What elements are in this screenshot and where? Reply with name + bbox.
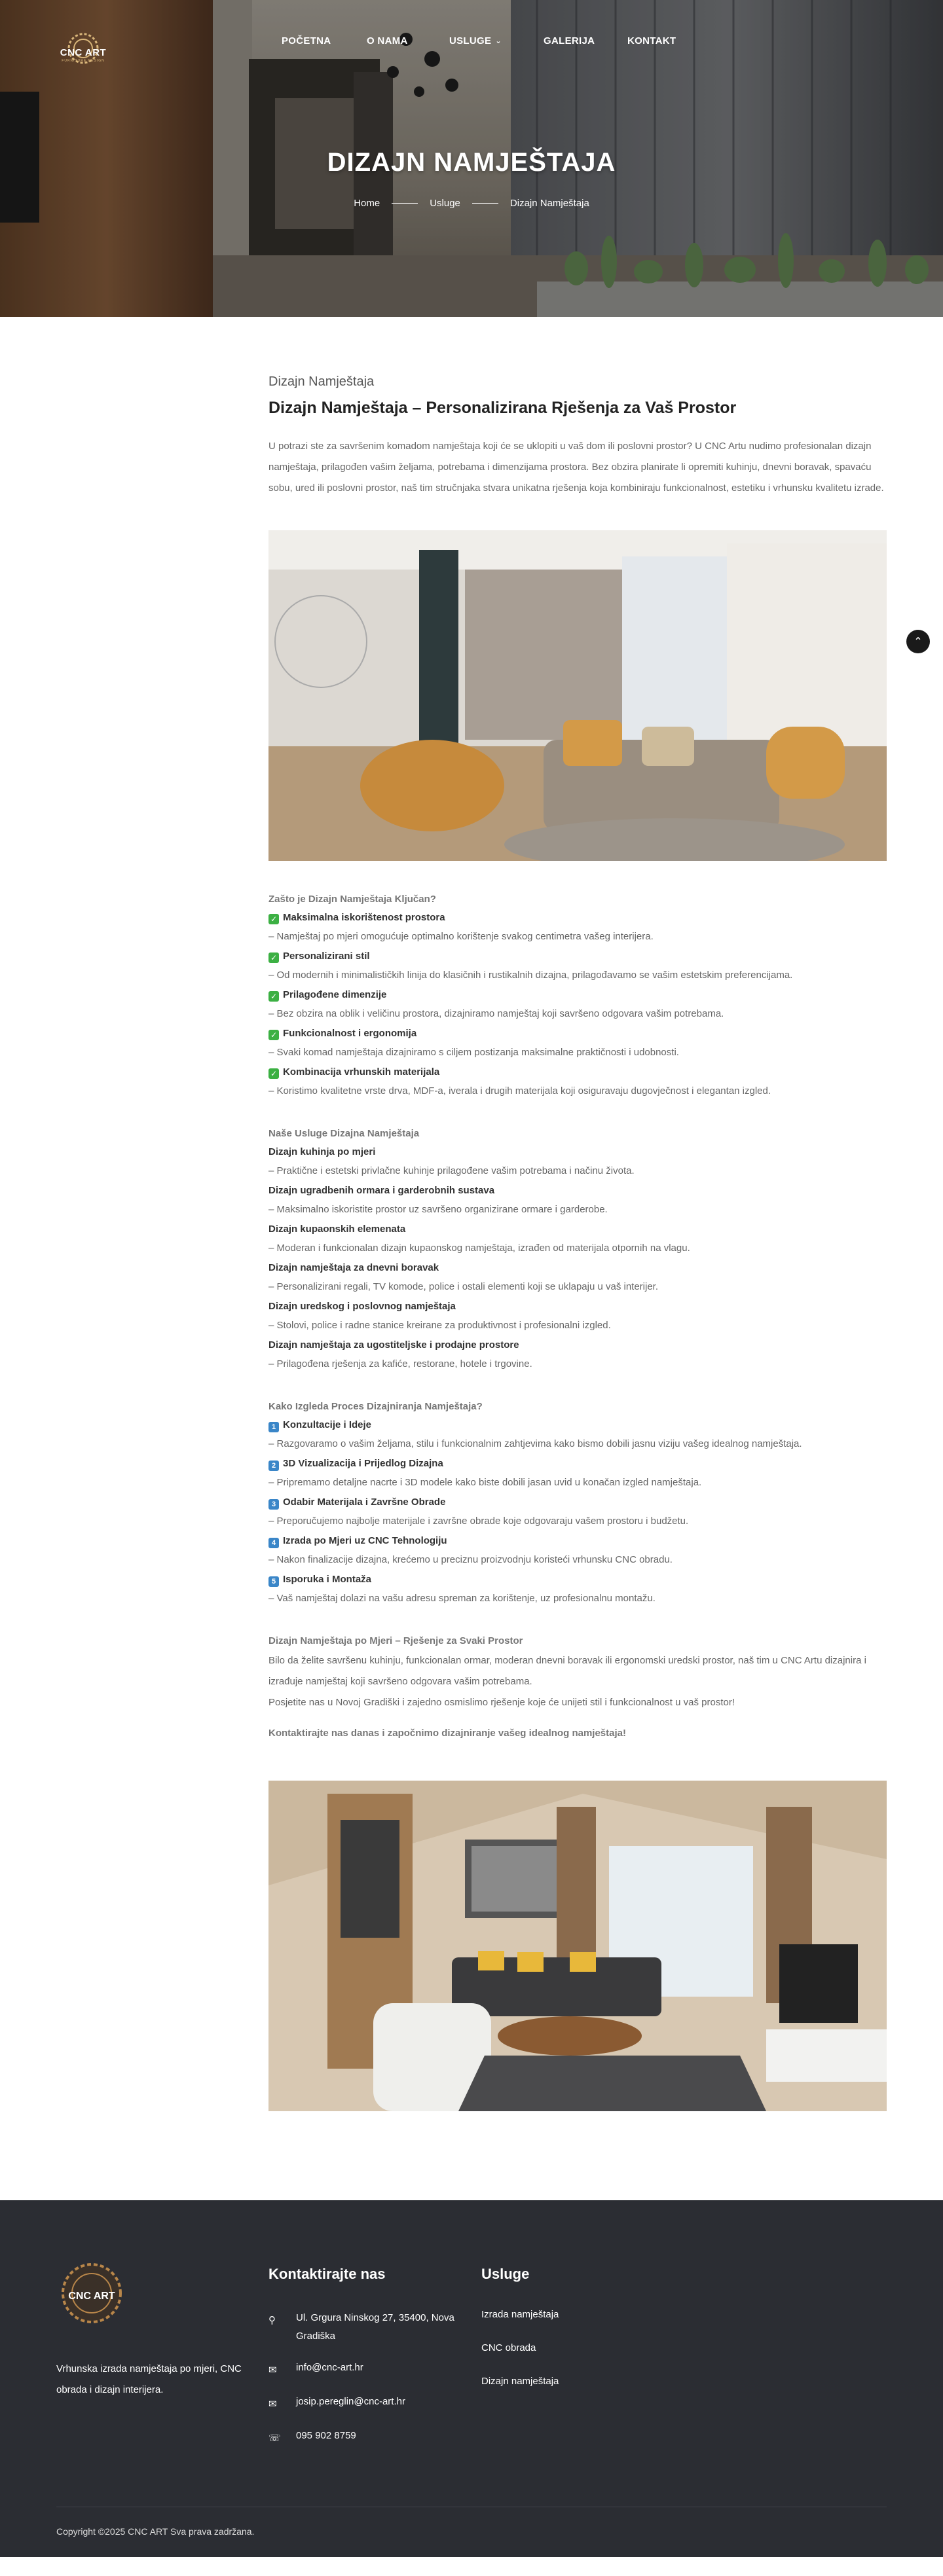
- closing-section: [268, 1635, 887, 1739]
- email-link[interactable]: info@cnc-art.hr: [296, 2362, 363, 2373]
- section-title: Naše Usluge Dizajna Namještaja: [268, 1128, 420, 1139]
- logo-text: CNC ART: [60, 47, 107, 58]
- footer-contact-column: [268, 2266, 465, 2461]
- item-description: – Preporučujemo najbolje materijale i završne obrade koje odgovaraju vašem prostoru i budžetu.: [268, 1515, 689, 1527]
- main-content: [268, 317, 887, 2111]
- process-section: [268, 1401, 887, 1609]
- number-badge-icon: 2: [268, 1460, 279, 1471]
- item-title: Dizajn namještaja za ugostiteljske i prodajne prostore: [268, 1339, 519, 1351]
- item-description: – Razgovaramo o vašim željama, stilu i funkcionalnim zahtjevima kako bismo dobili jasnu viziju vašeg idealnog namještaja.: [268, 1438, 802, 1449]
- chevron-up-icon: ⌃: [914, 636, 923, 647]
- list-item: [268, 986, 887, 1025]
- section-title: Zašto je Dizajn Namještaja Ključan?: [268, 894, 436, 905]
- item-title: Dizajn namještaja za dnevni boravak: [268, 1262, 439, 1273]
- footer-email[interactable]: [268, 2359, 465, 2380]
- call-to-action: Kontaktirajte nas danas i započnimo dizajniranje vašeg idealnog namještaja!: [268, 1728, 626, 1739]
- nav-label: GALERIJA: [544, 35, 595, 46]
- item-title: Personalizirani stil: [283, 951, 370, 962]
- phone-link[interactable]: 095 902 8759: [296, 2430, 356, 2441]
- item-description: – Prilagođena rješenja za kafiće, restorane, hotele i trgovine.: [268, 1358, 532, 1370]
- chevron-down-icon: ⌄: [495, 37, 502, 45]
- envelope-icon: ✉: [268, 2399, 277, 2410]
- list-item: [268, 1025, 887, 1063]
- checkmark-icon: ✓: [268, 952, 279, 963]
- footer-heading: Usluge: [481, 2266, 530, 2282]
- footer-tagline: Vrhunska izrada namještaja po mjeri, CNC obrada i dizajn interijera.: [56, 2363, 242, 2395]
- footer-link-dizajn-namjestaja[interactable]: Dizajn namještaja: [481, 2376, 559, 2387]
- list-item: [268, 1259, 887, 1297]
- nav-label: POČETNA: [282, 35, 331, 46]
- item-description: – Moderan i funkcionalan dizajn kupaonskog namještaja, izrađen od materijala otpornih na vlagu.: [268, 1243, 690, 1254]
- item-description: – Od modernih i minimalističkih linija do klasičnih i rustikalnih dizajna, prilagođavamo se vašim estetskim preferencijama.: [268, 970, 793, 981]
- number-badge-icon: 5: [268, 1576, 279, 1587]
- item-description: – Namještaj po mjeri omogućuje optimalno korištenje svakog centimetra vašeg interijera.: [268, 931, 654, 942]
- checkmark-icon: ✓: [268, 914, 279, 924]
- attic-living-room-photo: [268, 1781, 887, 2111]
- item-description: – Maksimalno iskoristite prostor uz savršeno organizirane ormare i garderobe.: [268, 1204, 608, 1215]
- list-item: [268, 1455, 887, 1493]
- section-title: Dizajn Namještaja po Mjeri – Rješenje za Svaki Prostor: [268, 1635, 523, 1646]
- address-text: Ul. Grgura Ninskog 27, 35400, Nova Gradiška: [296, 2312, 454, 2342]
- footer-address: [268, 2309, 465, 2346]
- list-item: [268, 1570, 887, 1609]
- number-badge-icon: 1: [268, 1422, 279, 1432]
- number-badge-icon: 3: [268, 1499, 279, 1510]
- item-title: Funkcionalnost i ergonomija: [283, 1028, 417, 1039]
- checkmark-icon: ✓: [268, 1068, 279, 1079]
- list-item: [268, 1063, 887, 1102]
- breadcrumb-current: Dizajn Namještaja: [509, 198, 589, 209]
- breadcrumb: [0, 198, 943, 209]
- list-item: [268, 1336, 887, 1375]
- breadcrumb-home[interactable]: Home: [354, 198, 380, 209]
- nav-item-pocetna[interactable]: [282, 35, 331, 46]
- item-description: – Stolovi, police i radne stanice kreirane za produktivnost i profesionalni izgled.: [268, 1320, 611, 1331]
- item-description: – Personalizirani regali, TV komode, police i ostali elementi koji se uklapaju u vaš interijer.: [268, 1281, 659, 1292]
- back-to-top-button[interactable]: [906, 630, 930, 653]
- item-title: Kombinacija vrhunskih materijala: [283, 1066, 440, 1078]
- nav-item-galerija[interactable]: [544, 35, 595, 46]
- closing-paragraph: Posjetite nas u Novoj Gradiški i zajedno osmislimo rješenje koje će unijeti stil i funkcionalnost u vaš prostor!: [268, 1697, 735, 1708]
- why-section: [268, 894, 887, 1102]
- list-item: [268, 1143, 887, 1182]
- list-item: [268, 1297, 887, 1336]
- list-item: [268, 1416, 887, 1455]
- list-item: [268, 1532, 887, 1570]
- list-item: [268, 1182, 887, 1220]
- item-description: – Vaš namještaj dolazi na vašu adresu spreman za korištenje, uz profesionalnu montažu.: [268, 1593, 656, 1604]
- section-kicker: Dizajn Namještaja: [268, 374, 375, 389]
- checkmark-icon: ✓: [268, 1030, 279, 1040]
- item-title: 3D Vizualizacija i Prijedlog Dizajna: [283, 1458, 443, 1469]
- site-footer: [0, 2200, 943, 2557]
- nav-label: KONTAKT: [627, 35, 676, 46]
- list-item: [268, 947, 887, 986]
- item-description: – Pripremamo detaljne nacrte i 3D modele kako biste dobili jasan uvid u konačan izgled namještaja.: [268, 1477, 702, 1488]
- footer-logo-text: CNC ART: [68, 2291, 115, 2302]
- copyright: Copyright ©2025 CNC ART Sva prava zadržana.: [56, 2526, 255, 2537]
- item-description: – Praktične i estetski privlačne kuhinje prilagođene vašim potrebama i načinu života.: [268, 1165, 635, 1176]
- item-description: – Svaki komad namještaja dizajniramo s ciljem postizanja maksimalne praktičnosti i udobnosti.: [268, 1047, 679, 1058]
- item-title: Prilagođene dimenzije: [283, 989, 387, 1000]
- living-room-photo: [268, 530, 887, 861]
- footer-phone[interactable]: [268, 2427, 465, 2448]
- list-item: [268, 909, 887, 947]
- checkmark-icon: ✓: [268, 991, 279, 1002]
- breadcrumb-separator: [392, 203, 418, 204]
- site-logo[interactable]: [47, 29, 119, 69]
- item-title: Dizajn ugradbenih ormara i garderobnih sustava: [268, 1185, 495, 1196]
- closing-paragraph: Bilo da želite savršenu kuhinju, funkcionalan ormar, moderan dnevni boravak ili ergonomski uredski prostor, naš tim u CNC Artu dizajnira i izrađuje namještaj koji savršeno odgovara vašim potrebama.: [268, 1655, 866, 1687]
- envelope-icon: ✉: [268, 2365, 277, 2376]
- location-pin-icon: ⚲: [268, 2315, 276, 2326]
- hero-section: [0, 0, 943, 317]
- email-link[interactable]: josip.pereglin@cnc-art.hr: [296, 2396, 405, 2407]
- nav-item-usluge[interactable]: [449, 35, 502, 46]
- phone-icon: ☏: [268, 2433, 281, 2444]
- item-title: Maksimalna iskorištenost prostora: [283, 912, 445, 923]
- breadcrumb-usluge[interactable]: Usluge: [430, 198, 460, 209]
- services-section: [268, 1128, 887, 1375]
- item-title: Dizajn kuhinja po mjeri: [268, 1146, 376, 1157]
- footer-heading: Kontaktirajte nas: [268, 2266, 386, 2282]
- nav-item-o-nama[interactable]: [367, 35, 408, 46]
- list-item: [268, 1220, 887, 1259]
- footer-link-cnc-obrada[interactable]: CNC obrada: [481, 2342, 536, 2353]
- item-description: – Bez obzira na oblik i veličinu prostora, dizajniramo namještaj koji savršeno odgovara vašim potrebama.: [268, 1008, 724, 1019]
- content-heading: Dizajn Namještaja – Personalizirana Rješenja za Vaš Prostor: [268, 399, 737, 417]
- footer-link-izrada-namjestaja[interactable]: Izrada namještaja: [481, 2309, 559, 2320]
- number-badge-icon: 4: [268, 1538, 279, 1548]
- item-title: Dizajn kupaonskih elemenata: [268, 1224, 406, 1235]
- nav-label: USLUGE: [449, 35, 492, 46]
- item-title: Izrada po Mjeri uz CNC Tehnologiju: [283, 1535, 447, 1546]
- breadcrumb-separator: [472, 203, 498, 204]
- page-title: DIZAJN NAMJEŠTAJA: [327, 148, 616, 177]
- item-title: Odabir Materijala i Završne Obrade: [283, 1497, 446, 1508]
- nav-item-kontakt[interactable]: [627, 35, 676, 46]
- item-title: Konzultacije i Ideje: [283, 1419, 372, 1430]
- nav-label: O NAMA: [367, 35, 408, 46]
- item-title: Dizajn uredskog i poslovnog namještaja: [268, 1301, 456, 1312]
- list-item: [268, 1493, 887, 1532]
- section-title: Kako Izgleda Proces Dizajniranja Namještaja?: [268, 1401, 483, 1412]
- footer-email[interactable]: [268, 2393, 465, 2414]
- item-title: Isporuka i Montaža: [283, 1574, 372, 1585]
- item-description: – Koristimo kvalitetne vrste drva, MDF-a, iverala i drugih materijala koji osiguravaju dugovječnost i elegantan izgled.: [268, 1085, 771, 1097]
- logo-subtext: FURNITURE DESIGN: [62, 59, 105, 63]
- intro-paragraph: U potrazi ste za savršenim komadom namještaja koji će se uklopiti u vaš dom ili poslovni prostor? U CNC Artu nudimo profesionalan dizajn namještaja, prilagođen vašim željama, potrebama i dimenzijama prostora. Bez obzira planirate li opremiti kuhinju, dnevni boravak, spavaću sobu, ured ili poslovni prostor, naš tim stručnjaka stvara unikatna rješenja koja kombiniraju funkcionalnost, estetiku i vrhunsku kvalitetu izrade.: [268, 441, 884, 494]
- footer-services-column: [481, 2266, 678, 2409]
- item-description: – Nakon finalizacije dizajna, krećemo u preciznu proizvodnju koristeći vrhunsku CNC obradu.: [268, 1554, 673, 1565]
